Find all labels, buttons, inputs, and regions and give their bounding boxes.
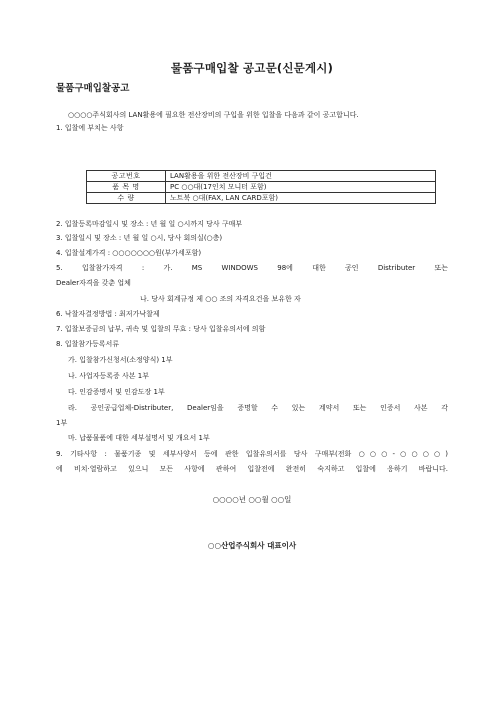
document-date: ○○○○년 ○○월 ○○일 <box>212 495 292 504</box>
item-1-heading: 1. 입찰에 부치는 사항 <box>56 124 124 132</box>
table-row <box>87 171 436 182</box>
table-key-cell: 품 목 명 <box>87 182 166 193</box>
item-6: 6. 낙찰자결정방법 : 최저가낙찰제 <box>56 310 160 318</box>
table-value-cell: LAN활용을 위한 전산장비 구입건 <box>166 171 436 182</box>
item-9-line-2: 에 비치·열람하고 있으니 모든 사항에 관하여 입찰전에 완전히 숙지하고 입찰에 응하기 바랍니다. <box>56 465 448 473</box>
item-2: 2. 입찰등록마감일시 및 장소 : 년 월 일 ○시까지 당사 구매부 <box>56 220 243 228</box>
item-9-line-1: 9. 기타사항 : 물품기종 및 세부사양서 등에 관한 입찰유의서를 당사 구매부(전화 ○○○-○○○○) <box>56 450 448 458</box>
item-8-d-line-1: 라. 공인공급업체-Distributer, Dealer임을 증명할 수 있는 계약서 또는 인증서 사본 각 <box>68 404 448 412</box>
table-key-cell: 수 량 <box>87 193 166 204</box>
item-4: 4. 입찰설계가격 : ○○○○○○○원(부가세포함) <box>56 249 202 257</box>
item-8-b: 나. 사업자등록증 사본 1부 <box>68 372 149 380</box>
table-row <box>87 182 436 193</box>
table-key-cell: 공고번호 <box>87 171 166 182</box>
intro-paragraph: ○○○○주식회사의 LAN활용에 필요한 전산장비의 구입을 위한 입찰을 다음과 같이 공고합니다. <box>68 111 359 119</box>
document-signer: ○○산업주식회사 대표이사 <box>207 541 297 550</box>
table-value-cell: PC ○○대(17인치 모니터 포함) <box>166 182 436 193</box>
item-5-line-1: 5. 입찰참가자격 : 가. MS WINDOWS 98에 대한 공인 Distributer 또는 <box>56 264 448 272</box>
item-3: 3. 입찰일시 및 장소 : 년 월 일 ○시, 당사 회의실(○층) <box>56 234 223 242</box>
item-7: 7. 입찰보증금의 납부, 귀속 및 입찰의 무효 : 당사 입찰유의서에 의함 <box>56 325 266 333</box>
item-8-e: 마. 납품물품에 대한 세부설명서 및 개요서 1부 <box>68 434 210 442</box>
item-8-d-line-2: 1부 <box>56 419 68 427</box>
item-8-c: 다. 인감증명서 및 인감도장 1부 <box>68 388 165 396</box>
item-8: 8. 입찰참가등록서류 <box>56 340 119 348</box>
table-row <box>87 193 436 204</box>
bid-info-table <box>86 170 436 204</box>
item-5-line-2: Dealer자격을 갖춘 업체 <box>56 279 131 287</box>
item-8-a: 가. 입찰참가신청서(소정양식) 1부 <box>68 356 173 364</box>
document-subtitle: 물품구매입찰공고 <box>56 83 130 94</box>
table-value-cell: 노트북 ○대(FAX, LAN CARD포함) <box>166 193 436 204</box>
document-title: 물품구매입찰 공고문(신문게시) <box>170 61 334 75</box>
item-5-line-3: 나. 당사 회계규정 제 ○○ 조의 자격요건을 보유한 자 <box>140 295 301 303</box>
